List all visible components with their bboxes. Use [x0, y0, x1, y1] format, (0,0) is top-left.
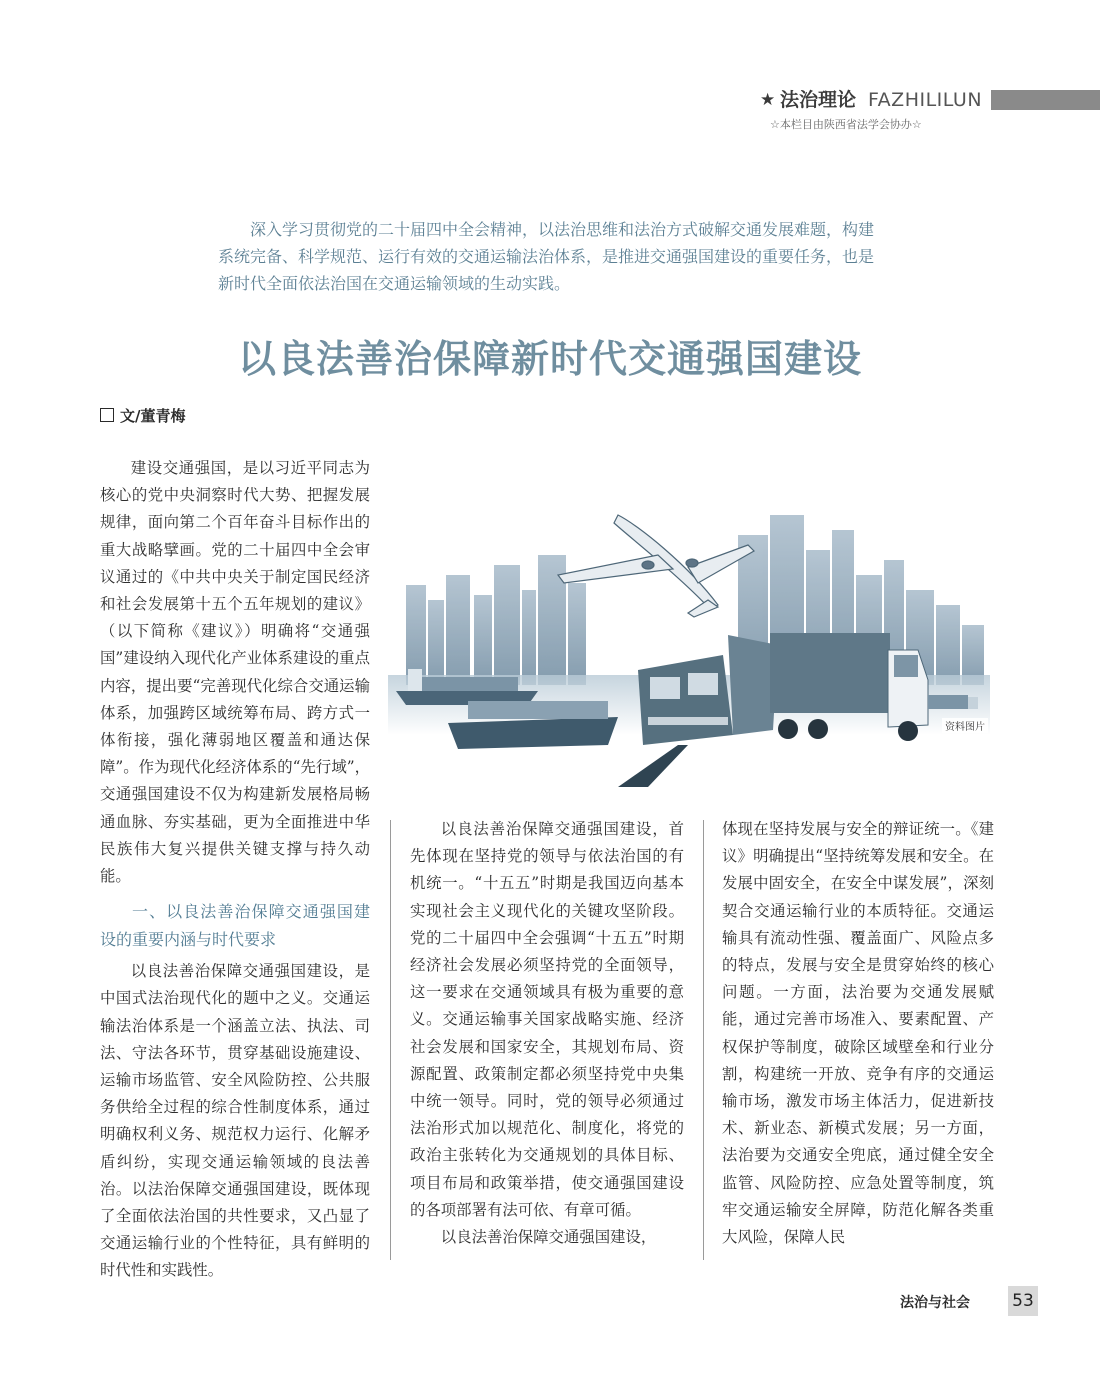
article-illustration — [388, 505, 990, 787]
page-number: 53 — [1008, 1286, 1038, 1316]
image-caption: 资料图片 — [942, 718, 988, 733]
star-icon: ★ — [760, 90, 776, 110]
article-title: 以良法善治保障新时代交通强国建设 — [237, 337, 862, 381]
section-sponsor-note: ☆本栏目由陕西省法学会协办☆ — [770, 118, 922, 131]
column-divider — [390, 820, 391, 1260]
column-3 — [722, 816, 994, 1251]
square-icon — [100, 408, 114, 422]
section-title-en: FAZHILILUN — [868, 89, 983, 111]
byline — [100, 405, 185, 427]
transport-illustration — [388, 505, 990, 787]
section-header — [760, 88, 1100, 112]
distant-truck — [928, 695, 978, 709]
column-2 — [410, 816, 684, 1251]
byline-text: 文/董青梅 — [120, 407, 186, 425]
lead-text: 深入学习贯彻党的二十届四中全会精神，以法治思维和法治方式破解交通发展难题，构建系统完备、科学规范、运行有效的交通运输法治体系，是推进交通强国建设的重要任务，也是新时代全面依法治国在交通运输领域的生动实践。 — [218, 220, 875, 293]
paragraph: 以良法善治保障交通强国建设，首先体现在坚持党的领导与依法治国的有机统一。“十五五”时期是我国迈向基本实现社会主义现代化的关键攻坚阶段。党的二十届四中全会强调“十五五”时期经济社会发展必须坚持党的全面领导，这一要求在交通领域具有极为重要的意义。交通运输事关国家战略实施、经济社会发展和国家安全，其规划布局、资源配置、政策制定都必须坚持党中央集中统一领导。同时，党的领导必须通过法治形式加以规范化、制度化，将党的政治主张转化为交通规划的具体目标、项目布局和政策举措，使交通强国建设的各项部署有法可依、有章可循。 — [410, 820, 684, 1219]
section-header-bar — [991, 90, 1100, 110]
section-title-cn: 法治理论 — [780, 89, 857, 111]
section-heading: 一、以良法善治保障交通强国建设的重要内涵与时代要求 — [100, 902, 370, 950]
paragraph: 以良法善治保障交通强国建设，是中国式法治现代化的题中之义。交通运输法治体系是一个涵盖立法、执法、司法、守法各环节，贯穿基础设施建设、运输市场监管、安全风险防控、公共服务供给全过程的综合性制度体系，通过明确权利义务、规范权力运行、化解矛盾纠纷，实现交通运输领域的良法善治。以法治保障交通强国建设，既体现了全面依法治国的共性要求，又凸显了交通运输行业的个性特征，具有鲜明的时代性和实践性。 — [100, 962, 370, 1280]
paragraph: 体现在坚持发展与安全的辩证统一。《建议》明确提出“坚持统筹发展和安全。在发展中固安全，在安全中谋发展”，深刻契合交通运输行业的本质特征。交通运输具有流动性强、覆盖面广、风险点多的特点，发展与安全是贯穿始终的核心问题。一方面，法治要为交通发展赋能，通过完善市场准入、要素配置、产权保护等制度，破除区域壁垒和行业分割，构建统一开放、竞争有序的交通运输市场，激发市场主体活力，促进新技术、新业态、新模式发展；另一方面，法治要为交通安全兜底，通过健全安全监管、风险防控、应急处置等制度，筑牢交通运输安全屏障，防范化解各类重大风险，保障人民 — [722, 820, 994, 1247]
paragraph: 建设交通强国，是以习近平同志为核心的党中央洞察时代大势、把握发展规律，面向第二个百年奋斗目标作出的重大战略擘画。党的二十届四中全会审议通过的《中共中央关于制定国民经济和社会发展第十五个五年规划的建议》（以下简称《建议》）明确将“交通强国”建设纳入现代化产业体系建设的重点内容，提出要“完善现代化综合交通运输体系，加强跨区域统筹布局、跨方式一体衔接，强化薄弱地区覆盖和通达保障”。作为现代化经济体系的“先行域”，交通强国建设不仅为构建新发展格局畅通血脉、夯实基础，更为全面推进中华民族伟大复兴提供关键支撑与持久动能。 — [100, 459, 370, 886]
column-1 — [100, 455, 370, 1285]
magazine-name: 法治与社会 — [900, 1295, 970, 1311]
column-divider — [703, 820, 704, 1260]
paragraph: 以良法善治保障交通强国建设， — [440, 1228, 657, 1247]
lead-paragraph — [218, 216, 874, 297]
